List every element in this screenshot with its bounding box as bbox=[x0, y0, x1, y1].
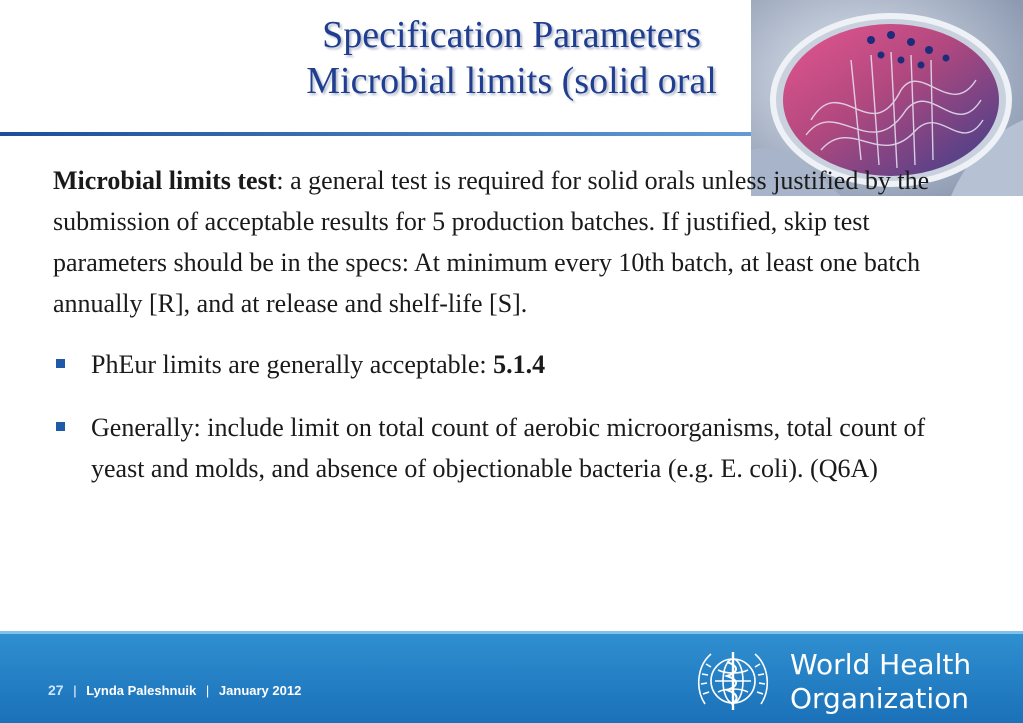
slide-body bbox=[53, 160, 973, 511]
footer-bar bbox=[0, 631, 1023, 723]
paragraph-lead: Microbial limits test bbox=[53, 166, 277, 195]
title-line-1: Specification Parameters bbox=[322, 14, 701, 56]
square-bullet-icon bbox=[56, 359, 65, 368]
organization-name bbox=[790, 648, 971, 716]
bullet-bold-text: 5.1.4 bbox=[493, 350, 546, 379]
footer-separator: | bbox=[205, 683, 210, 698]
microbial-limits-paragraph bbox=[53, 160, 973, 324]
bullet-text: PhEur limits are generally acceptable: bbox=[91, 350, 494, 379]
bullet-list bbox=[53, 344, 973, 489]
paragraph-text: : a general test is required for solid orals unless justified by the submission of acceptable results for 5 production batches. If justified, skip test parameters should be in the specs: At minimum every 10th batch, at least one batch annually [R], and at release and shelf-life [S]. bbox=[53, 166, 930, 318]
footer-separator: | bbox=[73, 683, 77, 698]
footer-info bbox=[48, 682, 301, 698]
footer-date: January 2012 bbox=[218, 683, 302, 698]
bullet-item bbox=[53, 344, 973, 385]
bullet-item bbox=[53, 407, 973, 489]
who-emblem-icon bbox=[693, 644, 773, 719]
page-number: 27 bbox=[48, 682, 64, 698]
footer-author: Lynda Paleshnuik bbox=[86, 683, 197, 698]
bullet-text: Generally: include limit on total count of aerobic microorganisms, total count of yeast and molds, and absence of objectionable bacteria (e.g. E. coli). (Q6A) bbox=[91, 413, 926, 483]
square-bullet-icon bbox=[56, 422, 65, 431]
title-line-2: Microbial limits (solid oral bbox=[306, 60, 717, 102]
org-line-2: Organization bbox=[790, 682, 970, 715]
org-line-1: World Health bbox=[790, 648, 972, 681]
